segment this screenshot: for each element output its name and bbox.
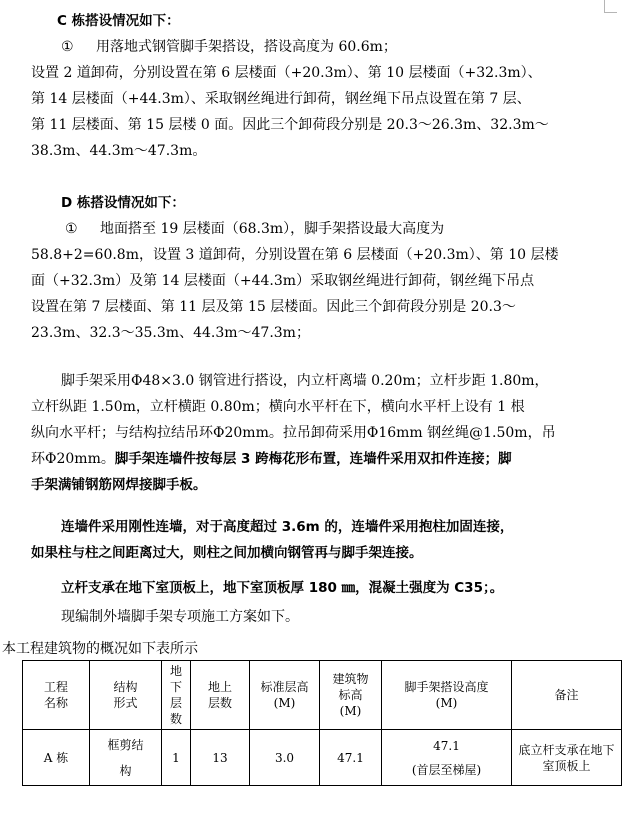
- section-d-item-text: 地面搭至 19 层楼面（68.3m），脚手架搭设最大高度为: [100, 221, 445, 237]
- section-d-line-1: [31, 216, 603, 242]
- cell-remark: 底立杆支承在地下 室顶板上: [512, 730, 622, 786]
- section-c: [31, 8, 603, 164]
- closing-line: 现编制外墙脚手架专项施工方案如下。: [61, 609, 299, 625]
- section-c-line-1: [31, 34, 603, 60]
- header-standard-floor-height: 标准层高 (M): [250, 661, 320, 730]
- header-above-ground-floors: 地上 层数: [191, 661, 250, 730]
- cell-elevation: 47.1: [320, 730, 382, 786]
- section-c-heading: C 栋搭设情况如下：: [57, 13, 180, 29]
- page-corner-mark: [604, 0, 617, 13]
- section-d-line-2: 58.8+2=60.8m，设置 3 道卸荷，分别设置在第 6 层楼面（+20.3m）、第 10 层楼: [31, 247, 559, 263]
- section-c-line-5: 38.3m、44.3m～47.3m。: [31, 143, 207, 159]
- scaffold-spec: [31, 368, 603, 498]
- header-basement-floors: 地 下 层 数: [162, 661, 191, 730]
- header-project-name: 工程 名称: [23, 661, 90, 730]
- scaffold-spec-line-3: 纵向水平杆；与结构拉结吊环Φ20mm。拉吊卸荷采用Φ16mm 钢丝绳@1.50m，吊: [31, 425, 556, 441]
- section-d-line-4: 设置在第 7 层楼面、第 11 层及第 15 层楼面。因此三个卸荷段分别是 20.3～: [31, 299, 516, 315]
- cell-structure: 框剪结 构: [90, 730, 162, 786]
- scaffold-spec-line-5: 手架满铺钢筋网焊接脚手板。: [31, 477, 207, 493]
- cell-std-height: 3.0: [250, 730, 320, 786]
- closing-paragraph: [31, 604, 603, 630]
- section-d-line-3: 面（+32.3m）及第 14 层楼面（+44.3m）采取钢丝绳进行卸荷，钢丝绳下吊点: [31, 273, 535, 289]
- wall-tie-line-1: 连墙件采用刚性连墙，对于高度超过 3.6m 的，连墙件采用抱柱加固连接，: [61, 519, 514, 535]
- scaffold-spec-line-1: 脚手架采用Φ48×3.0 钢管进行搭设，内立杆离墙 0.20m；立杆步距 1.80m，: [61, 373, 549, 389]
- table-header-row: [23, 661, 622, 730]
- scaffold-spec-line-4-plain: 环Φ20mm。: [31, 451, 115, 467]
- header-building-elevation: 建筑物 标高 (M): [320, 661, 382, 730]
- support-line: 立杆支承在地下室顶板上，地下室顶板厚 180 ㎜，混凝土强度为 C35；。: [61, 580, 504, 596]
- header-scaffold-height: 脚手架搭设高度 (M): [382, 661, 512, 730]
- section-c-item-text: 用落地式钢管脚手架搭设，搭设高度为 60.6m；: [96, 39, 397, 55]
- table-title: 本工程建筑物的概况如下表所示: [2, 641, 198, 657]
- building-overview-table: [22, 660, 622, 786]
- header-structure-type: 结构 形式: [90, 661, 162, 730]
- section-c-line-4: 第 11 层楼面、第 15 层楼 0 面。因此三个卸荷段分别是 20.3～26.3m、32.3m～: [31, 117, 549, 133]
- wall-tie-paragraph: [31, 514, 603, 566]
- scaffold-spec-line-4-bold: 脚手架连墙件按每层 3 跨梅花形布置，连墙件采用双扣件连接；脚: [114, 451, 512, 467]
- section-c-item-marker: ①: [61, 39, 74, 55]
- scaffold-spec-line-2: 立杆纵距 1.50m，立杆横距 0.80m；横向水平杆在下，横向水平杆上设有 1 根: [31, 399, 525, 415]
- section-d-line-5: 23.3m、32.3～35.3m、44.3m～47.3m；: [31, 325, 310, 341]
- cell-above: 13: [191, 730, 250, 786]
- table-row: [23, 730, 622, 786]
- cell-name: A 栋: [23, 730, 90, 786]
- header-remark: 备注: [512, 661, 622, 730]
- section-d: [31, 190, 603, 346]
- section-c-line-2: 设置 2 道卸荷，分别设置在第 6 层楼面（+20.3m）、第 10 层楼面（+32.3m）、: [31, 65, 542, 81]
- section-d-heading: D 栋搭设情况如下：: [61, 195, 185, 211]
- section-c-line-3: 第 14 层楼面（+44.3m）、采取钢丝绳进行卸荷，钢丝绳下吊点设置在第 7 层、: [31, 91, 531, 107]
- cell-scaffold-height: 47.1 (首层至梯屋): [382, 730, 512, 786]
- support-paragraph: [31, 575, 603, 601]
- section-d-item-marker: ①: [65, 221, 78, 237]
- wall-tie-line-2: 如果柱与柱之间距离过大，则柱之间加横向钢管再与脚手架连接。: [31, 545, 423, 561]
- cell-basement: 1: [162, 730, 191, 786]
- scaffold-spec-line-4: [31, 446, 603, 472]
